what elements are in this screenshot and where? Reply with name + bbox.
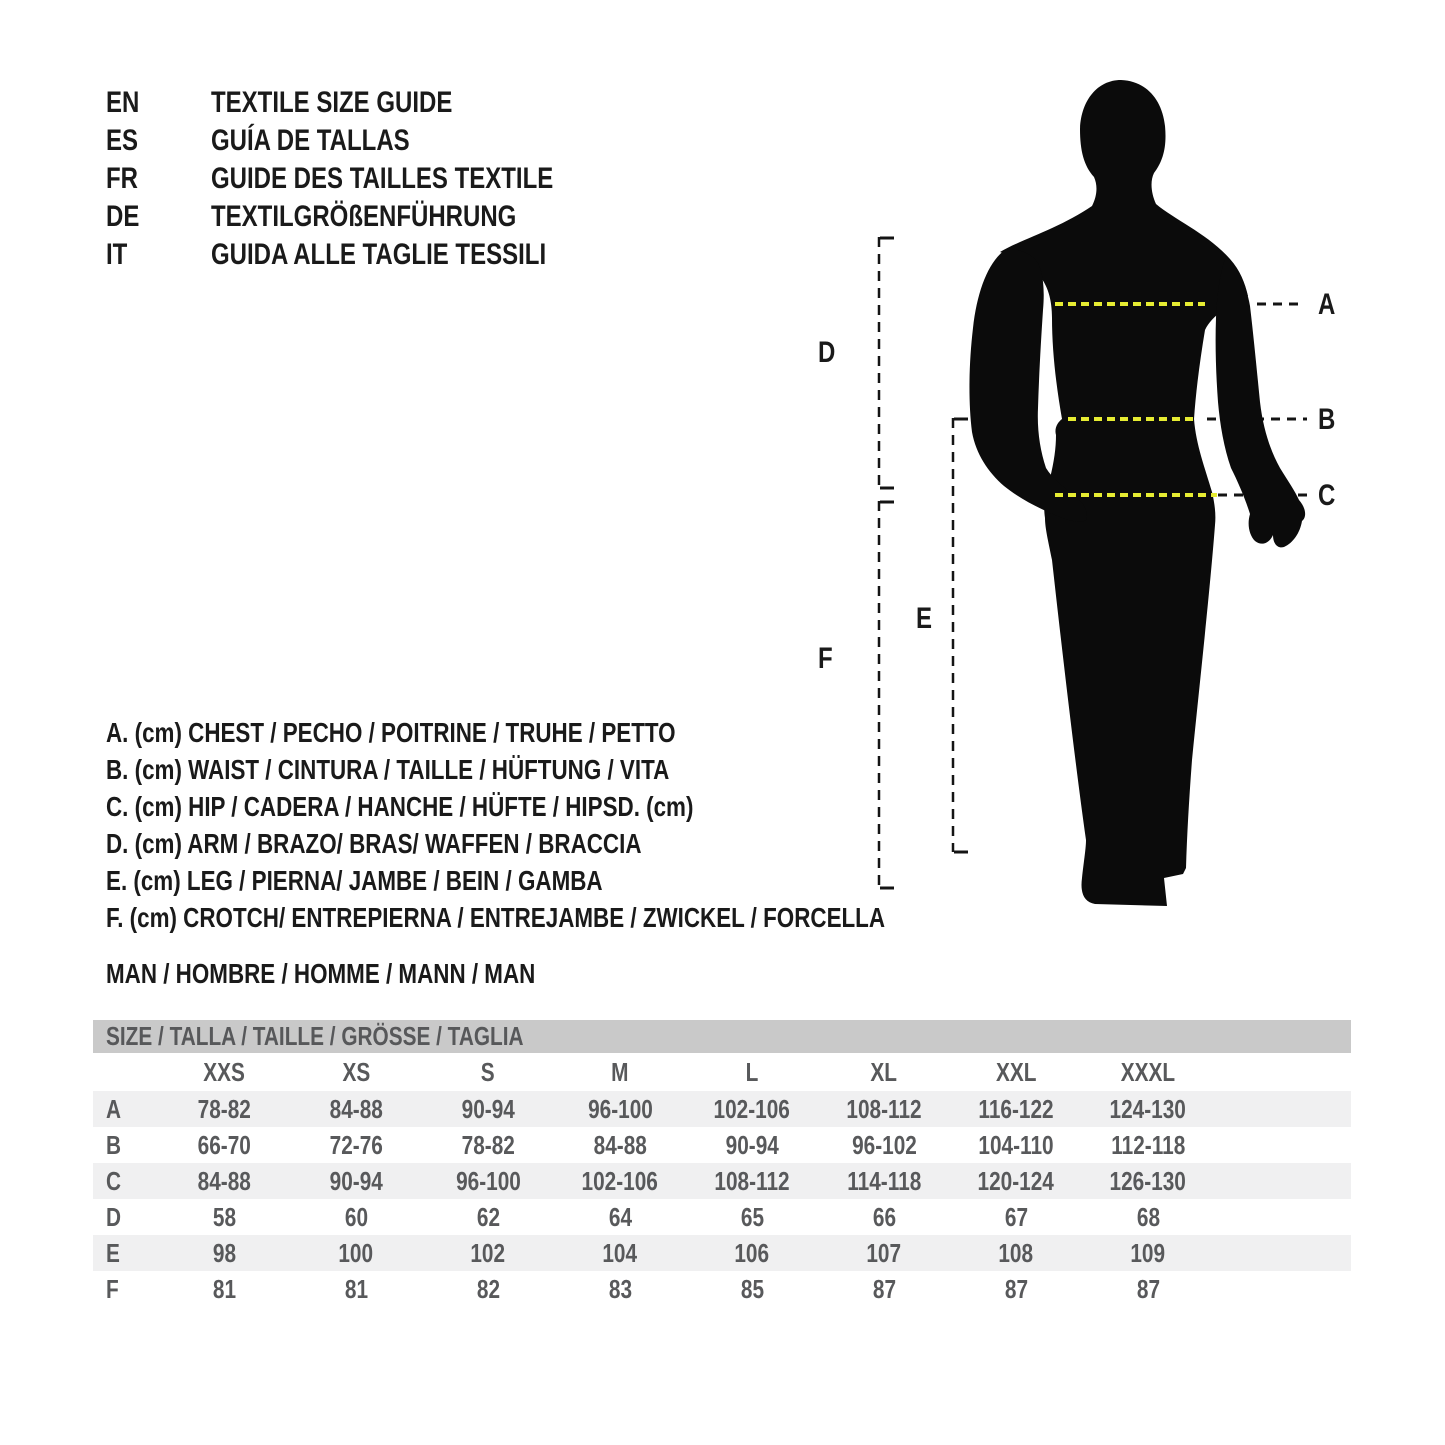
figure-label-chest: A [1318,288,1336,321]
size-table-title: SIZE / TALLA / TAILLE / GRÖSSE / TAGLIA [106,1021,524,1051]
legend-chest: A. (cm) CHEST / PECHO / POITRINE / TRUHE / PETTO [106,717,676,748]
table-row-crotch: F 81 81 82 83 85 87 87 87 [93,1271,1351,1307]
size-table-header-band [93,1020,1351,1053]
language-row-it [106,236,639,274]
category-man-line: MAN / HOMBRE / HOMME / MANN / MAN [106,958,536,989]
table-row-leg: E 98 100 102 104 106 107 108 109 [93,1235,1351,1271]
row-label: E [106,1238,120,1268]
guide-title-it: GUIDA ALLE TAGLIE TESSILI [211,238,547,271]
language-code: ES [106,124,139,157]
guide-title-de: TEXTILGRÖßENFÜHRUNG [211,200,517,233]
language-row-de [106,198,639,236]
empty-corner-cell [93,1053,158,1091]
row-label: B [106,1130,122,1160]
legend-crotch: F. (cm) CROTCH/ ENTREPIERNA / ENTREJAMBE / ZWICKEL / FORCELLA [106,902,886,933]
legend-arm: D. (cm) ARM / BRAZO/ BRAS/ WAFFEN / BRACCIA [106,828,642,859]
row-label: C [106,1166,122,1196]
size-col-m: M [611,1057,629,1087]
legend-leg: E. (cm) LEG / PIERNA/ JAMBE / BEIN / GAMBA [106,865,603,896]
size-col-xxl: XXL [995,1057,1037,1087]
table-row-waist: B 66-70 72-76 78-82 84-88 90-94 96-102 104-110 112-118 [93,1127,1351,1163]
guide-title-es: GUÍA DE TALLAS [211,124,410,157]
figure-label-waist: B [1318,403,1336,436]
size-col-xl: XL [870,1057,898,1087]
vertical-measure-lines [879,237,968,888]
row-label: F [106,1274,119,1304]
language-title-list [106,84,639,274]
size-col-xxxl: XXXL [1120,1057,1176,1087]
row-label: A [106,1094,122,1124]
language-row-fr [106,160,639,198]
language-code: EN [106,86,140,119]
size-col-l: L [745,1057,759,1087]
language-code: FR [106,162,138,195]
language-code: DE [106,200,140,233]
size-table [93,1020,1351,1307]
silhouette-right-arm [1216,256,1306,547]
figure-label-leg: E [916,602,933,635]
figure-label-hip: C [1318,479,1336,512]
size-col-s: S [481,1057,495,1087]
size-columns-row [93,1053,1351,1091]
man-silhouette-figure [800,60,1360,980]
table-row-chest: A 78-82 84-88 90-94 96-100 102-106 108-112 116-122 124-130 [93,1091,1351,1127]
guide-title-en: TEXTILE SIZE GUIDE [211,86,453,119]
figure-label-crotch: F [818,642,833,675]
language-code: IT [106,238,128,271]
legend-hip: C. (cm) HIP / CADERA / HANCHE / HÜFTE / HIPSD. (cm) [106,791,694,822]
guide-title-fr: GUIDE DES TAILLES TEXTILE [211,162,554,195]
size-col-xs: XS [342,1057,370,1087]
language-row-es [106,122,639,160]
size-col-xxs: XXS [203,1057,245,1087]
table-row-arm: D 58 60 62 64 65 66 67 68 [93,1199,1351,1235]
language-row-en [106,84,639,122]
table-row-hip: C 84-88 90-94 96-100 102-106 108-112 114-118 120-124 126-130 [93,1163,1351,1199]
row-label: D [106,1202,122,1232]
legend-waist: B. (cm) WAIST / CINTURA / TAILLE / HÜFTUNG / VITA [106,754,670,785]
figure-label-arm: D [818,336,836,369]
